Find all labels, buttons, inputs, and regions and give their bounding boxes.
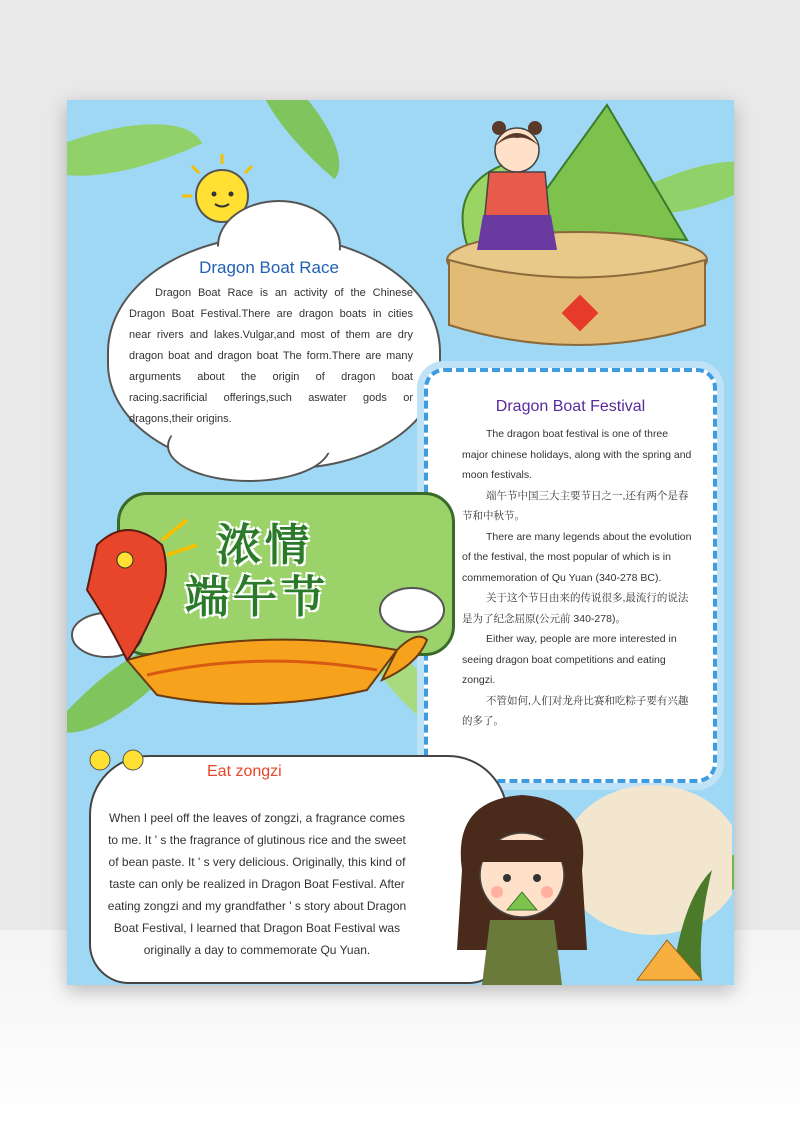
girl-zongzi-illustration xyxy=(412,780,732,985)
festival-panel xyxy=(424,368,717,783)
race-body: Dragon Boat Race is an activity of the Chinese Dragon Boat Festival.There are dragon boats in cities near rivers and lakes.Vulgar,and most of them are dry dragon boat and dragon boat The form.There are many arguments about the origin of dragon boat racing.sacrificial offerings,such aswater gods or dragons,their origins. xyxy=(129,287,413,425)
poster xyxy=(67,100,734,985)
steamer-girl-illustration xyxy=(427,100,727,360)
poster-title xyxy=(185,520,417,624)
festival-title: Dragon Boat Festival xyxy=(495,398,646,415)
festival-paragraph: Either way, people are more interested in seeing dragon boat competitions and eating zongzi. xyxy=(462,633,677,686)
festival-paragraph: 不管如何,人们对龙舟比赛和吃粽子要有兴趣的多了。 xyxy=(462,694,689,727)
festival-paragraph: 关于这个节日由来的传说很多,最流行的说法是为了纪念屈原(公元前 340-278)。 xyxy=(462,592,689,625)
festival-paragraph: There are many legends about the evolution of the festival, the most popular of which is in commemoration of Qu Yuan (340-278 BC). xyxy=(462,530,692,584)
poster-title-line1: 浓情 xyxy=(217,521,313,570)
zongzi-body: When I peel off the leaves of zongzi, a fragrance comes to me. It ' s the fragrance of glutinous rice and the sweet of bean paste. It ' s very delicious. Originally, this kind of taste can only be realized in Dragon Boat Festival. After eating zongzi and my grandfather ' s story about Dragon Boat Festival, I learned that Dragon Boat Festival was originally a day to commemorate Qu Yuan. xyxy=(107,811,407,957)
race-title: Dragon Boat Race xyxy=(199,258,339,277)
festival-paragraph: The dragon boat festival is one of three major chinese holidays, along with the spring and moon festivals. xyxy=(462,428,692,481)
festival-body xyxy=(462,424,694,732)
zongzi-title: Eat zongzi xyxy=(207,763,282,780)
festival-paragraph: 端午节中国三大主要节日之一,还有两个是春节和中秋节。 xyxy=(462,489,689,522)
flower-icon xyxy=(85,740,155,780)
poster-title-line2: 端午节 xyxy=(185,573,329,622)
